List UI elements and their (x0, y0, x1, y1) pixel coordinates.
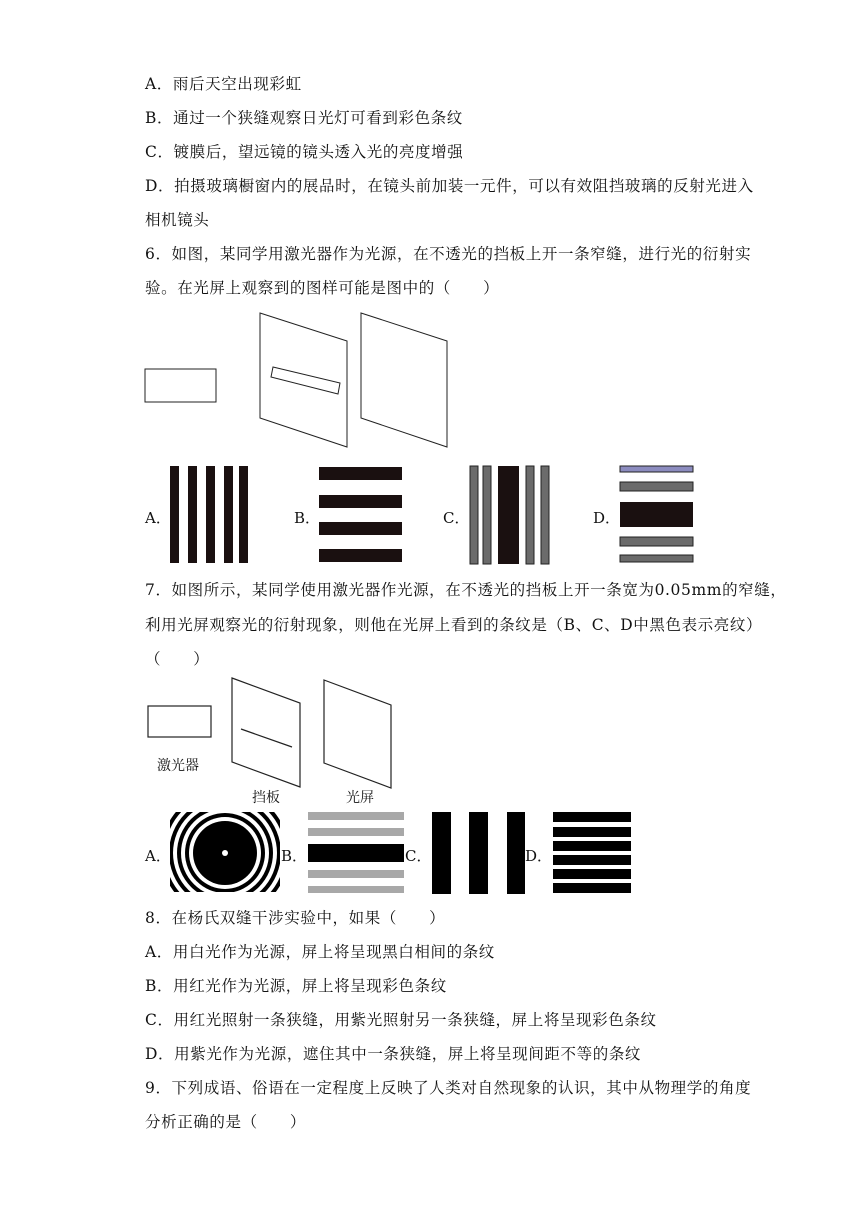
q5-option-d: D．拍摄玻璃橱窗内的展品时，在镜头前加装一元件，可以有效阻挡玻璃的反射光进入 (145, 177, 754, 195)
q6-screen (361, 313, 447, 447)
q8-option-d: D．用紫光作为光源，遮住其中一条狭缝，屏上将呈现间距不等的条纹 (145, 1045, 642, 1063)
q6-option-c-pattern (470, 466, 549, 564)
q7-option-a-pattern (161, 789, 289, 917)
q7-baffle (232, 678, 300, 787)
q6-stem-line1: 6．如图，某同学用激光器作为光源，在不透光的挡板上开一条窄缝，进行光的衍射实 (145, 245, 752, 263)
q5-option-c: C．镀膜后，望远镜的镜头透入光的亮度增强 (145, 143, 464, 161)
q6-slit (271, 367, 340, 394)
q5-option-a: A．雨后天空出现彩虹 (145, 75, 302, 93)
q6-option-a-label: A． (145, 509, 171, 527)
q7-stem-line3: （ ） (145, 650, 210, 668)
q6-setup-figure (145, 313, 447, 447)
q8-option-b: B．用红光作为光源，屏上将呈现彩色条纹 (145, 977, 447, 995)
q7-option-c-label: C． (405, 847, 432, 865)
q6-baffle (260, 313, 347, 447)
q6-option-b-label: B． (294, 509, 321, 527)
q6-laser (145, 369, 216, 402)
q7-caption-screen: 光屏 (346, 790, 374, 806)
q9-stem-line2: 分析正确的是（ ） (145, 1113, 307, 1131)
q6-option-a-pattern (170, 466, 248, 563)
q8-option-a: A．用白光作为光源，屏上将呈现黑白相间的条纹 (145, 943, 495, 961)
q7-option-a-label: A． (145, 847, 171, 865)
q7-stem-line1: 7．如图所示，某同学使用激光器作光源，在不透光的挡板上开一条宽为0.05mm的窄缝， (145, 581, 787, 599)
q7-option-b-label: B． (281, 847, 308, 865)
q5-option-d-cont: 相机镜头 (145, 211, 210, 229)
q7-option-c-pattern (432, 812, 525, 894)
q7-screen (324, 680, 391, 788)
q6-option-c-label: C． (443, 509, 470, 527)
q7-option-d-label: D． (525, 847, 553, 865)
q6-option-b-pattern (319, 467, 402, 562)
q5-option-b: B．通过一个狭缝观察日光灯可看到彩色条纹 (145, 109, 463, 127)
q7-caption-baffle: 挡板 (252, 790, 280, 806)
q7-laser (148, 706, 211, 737)
q6-option-d-label: D． (593, 509, 621, 527)
q6-stem-line2: 验。在光屏上观察到的图样可能是图中的（ ） (145, 279, 500, 297)
q7-option-d-pattern (553, 812, 631, 893)
q7-option-b-pattern (308, 812, 404, 893)
q8-option-c: C．用红光照射一条狭缝，用紫光照射另一条狭缝，屏上将呈现彩色条纹 (145, 1011, 657, 1029)
q8-stem: 8．在杨氏双缝干涉实验中，如果（ ） (145, 909, 446, 927)
q6-option-d-pattern (620, 466, 693, 562)
q7-caption-laser: 激光器 (157, 758, 199, 774)
q7-stem-line2: 利用光屏观察光的衍射现象，则他在光屏上看到的条纹是（B、C、D中黑色表示亮纹） (145, 616, 763, 634)
q7-slit (241, 729, 292, 747)
q9-stem-line1: 9．下列成语、俗语在一定程度上反映了人类对自然现象的认识，其中从物理学的角度 (145, 1079, 752, 1097)
